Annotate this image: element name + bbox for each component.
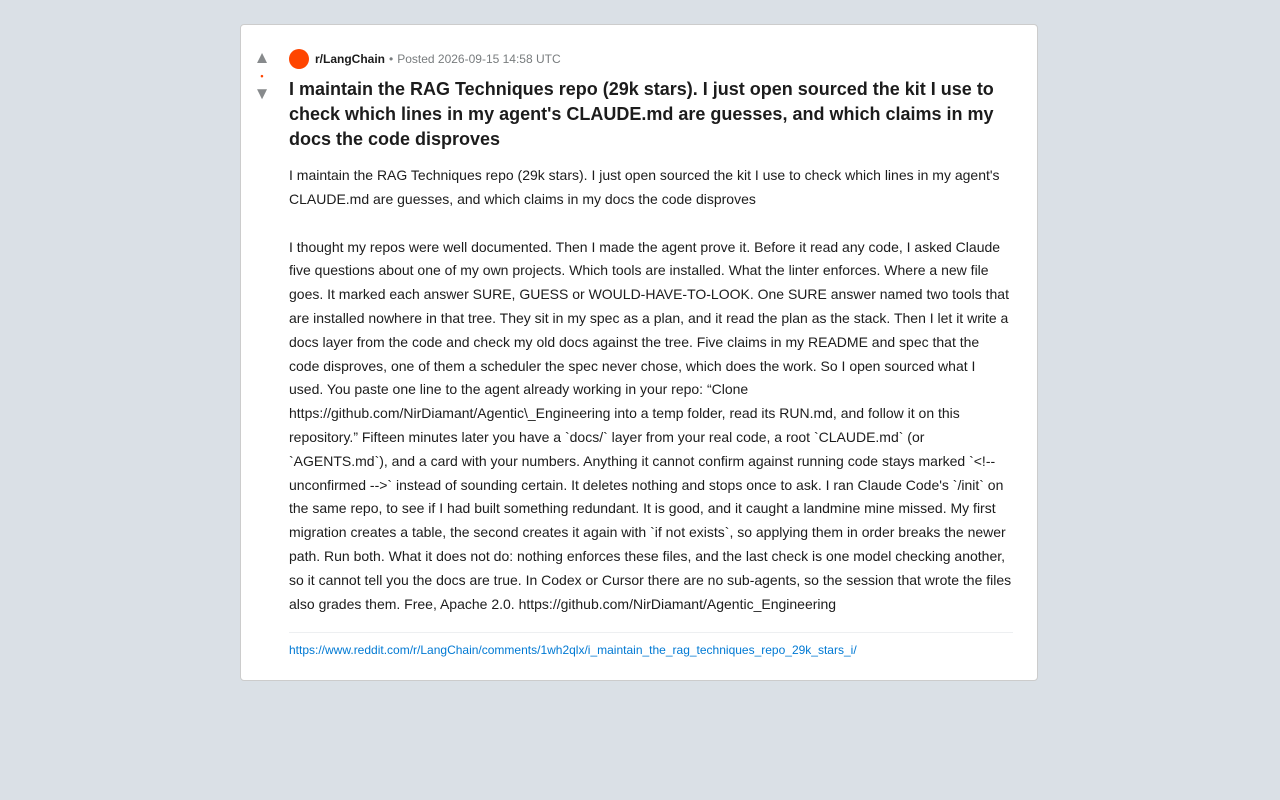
post-footer: [289, 632, 1013, 658]
posted-timestamp: Posted 2026-09-15 14:58 UTC: [397, 52, 561, 66]
post-paragraph: I maintain the RAG Techniques repo (29k stars). I just open sourced the kit I use to check which lines in my agent's CLAUDE.md are guesses, and which claims in my docs the code disproves: [289, 167, 1000, 207]
permalink-link[interactable]: https://www.reddit.com/r/LangChain/comments/1wh2qlx/i_maintain_the_rag_techniques_repo_29k_stars_i/: [289, 643, 857, 658]
vote-score: •: [260, 71, 264, 81]
downvote-arrow-icon[interactable]: ▼: [253, 84, 271, 103]
vote-column: [241, 49, 283, 103]
post-paragraph: I thought my repos were well documented. Then I made the agent prove it. Before it read any code, I asked Claude five questions about one of my own projects. Which tools are installed. What the linter enforces. Where a new file goes. It marked each answer SURE, GUESS or WOULD-HAVE-TO-LOOK. One SURE answer named two tools that are installed nowhere in that tree. They sit in my spec as a plan, and it read the plan as the stack. Then I let it write a docs layer from the code and check my old docs against the tree. Five claims in my README and spec that the code disproves, one of them a scheduler the spec never chose, which does the work. So I open sourced what I used. You paste one line to the agent already working in your repo: “Clone https://github.com/NirDiamant/Agentic\_Engineering into a temp folder, read its RUN.md, and follow it on this repository.” Fifteen minutes later you have a `docs/` layer from your real code, a root `CLAUDE.md` (or `AGENTS.md`), and a card with your numbers. Anything it cannot confirm against running code stays marked `<!-- unconfirmed -->` instead of sounding certain. It deletes nothing and stops once to ask. I ran Claude Code's `/init` on the same repo, to see if I had built something redundant. It is good, and it caught a landmine mine missed. My first migration creates a table, the second creates it again with `if not exists`, so applying them in order breaks the newer path. Run both. What it does not do: nothing enforces these files, and the last check is one model checking another, so it cannot tell you the docs are true. In Codex or Cursor there are no sub-agents, so the session that wrote the files also grades them. Free, Apache 2.0. https://github.com/NirDiamant/Agentic_Engineering: [289, 238, 1012, 612]
upvote-arrow-icon[interactable]: ▲: [253, 48, 271, 67]
meta-separator: •: [389, 52, 394, 66]
post-title[interactable]: I maintain the RAG Techniques repo (29k stars). I just open sourced the kit I use to check which lines in my agent's CLAUDE.md are guesses, and which claims in my docs the code disproves: [289, 79, 994, 149]
post-meta: [289, 49, 1013, 69]
subreddit-icon[interactable]: [289, 49, 309, 69]
post-card: [240, 24, 1038, 681]
post-body: [289, 164, 1013, 616]
subreddit-link[interactable]: r/LangChain: [315, 52, 386, 66]
